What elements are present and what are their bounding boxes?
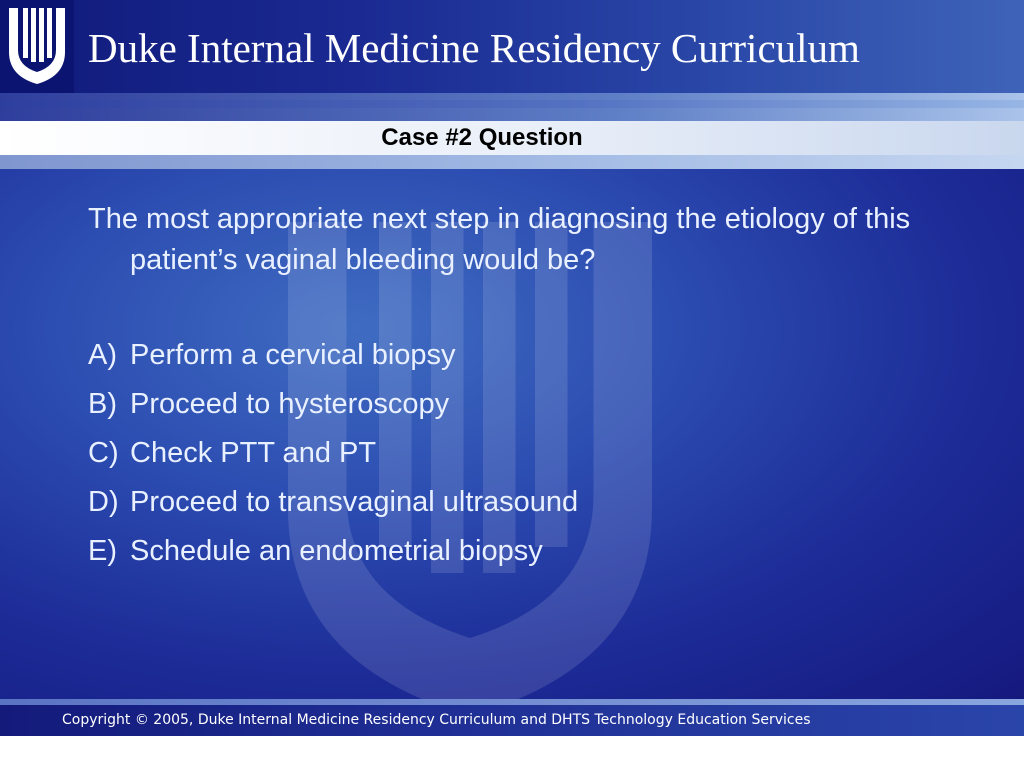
answer-option-e xyxy=(88,527,968,576)
copyright-text: Copyright © 2005, Duke Internal Medicine Residency Curriculum and DHTS Technology Education Services xyxy=(62,712,811,728)
answer-list xyxy=(88,331,968,576)
answer-text: Proceed to transvaginal ultrasound xyxy=(130,486,579,518)
answer-option-a xyxy=(88,331,968,380)
answer-text: Perform a cervical biopsy xyxy=(130,339,456,371)
answer-letter: B) xyxy=(88,388,117,420)
answer-option-d xyxy=(88,478,968,527)
header-stripe-line xyxy=(0,100,1024,108)
duke-shield-logo-icon xyxy=(6,6,68,86)
logo xyxy=(0,0,74,93)
answer-text: Proceed to hysteroscopy xyxy=(130,388,450,420)
answer-letter: D) xyxy=(88,486,119,518)
answer-letter: C) xyxy=(88,437,119,469)
case-bar-divider xyxy=(0,155,1024,169)
answer-text: Check PTT and PT xyxy=(130,437,377,469)
case-title: Case #2 Question xyxy=(381,124,583,151)
answer-option-c xyxy=(88,429,968,478)
page-title: Duke Internal Medicine Residency Curriculum xyxy=(88,25,860,71)
slide-body xyxy=(0,169,1024,699)
answer-letter: A) xyxy=(88,339,117,371)
header-bar xyxy=(0,0,1024,93)
answer-text: Schedule an endometrial biopsy xyxy=(130,535,543,567)
question-text: The most appropriate next step in diagnosing the etiology of this patient’s vaginal bleeding would be? xyxy=(88,203,911,276)
footer-bar xyxy=(0,705,1024,736)
answer-option-b xyxy=(88,380,968,429)
answer-letter: E) xyxy=(88,535,117,567)
